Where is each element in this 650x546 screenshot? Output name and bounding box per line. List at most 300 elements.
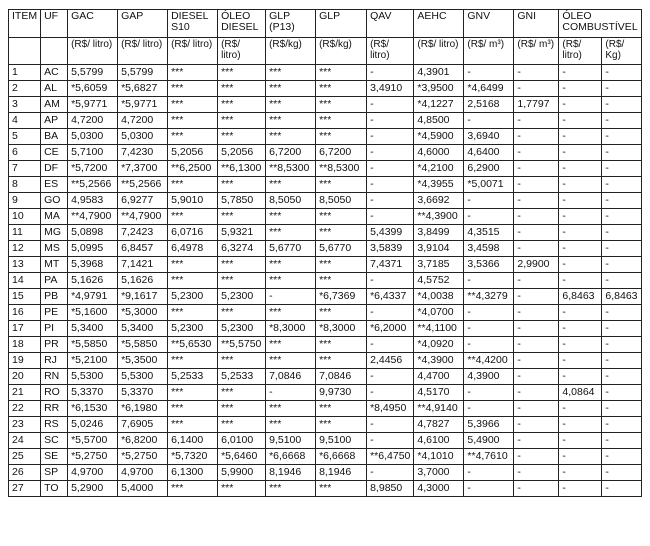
table-cell: 3,5839 [367,241,414,257]
table-cell: 7,4230 [118,145,168,161]
table-cell: **5,5750 [218,337,266,353]
table-cell: *5,1600 [68,305,118,321]
table-cell: 4,0864 [559,385,602,401]
table-cell: - [602,353,642,369]
table-cell: - [464,193,514,209]
table-cell: - [559,257,602,273]
table-cell: 3,7000 [414,465,464,481]
table-cell: *4,0700 [414,305,464,321]
table-cell: *** [168,209,218,225]
table-cell: - [464,465,514,481]
table-cell: 5,2300 [218,289,266,305]
table-cell: - [367,433,414,449]
table-cell: - [559,321,602,337]
table-cell: GO [41,193,68,209]
table-cell: 5,5799 [68,65,118,81]
table-cell: 9 [9,193,41,209]
table-cell: *5,2750 [68,449,118,465]
table-cell: **6,2500 [168,161,218,177]
table-cell: 22 [9,401,41,417]
table-cell: 5,3370 [118,385,168,401]
table-cell: - [559,481,602,497]
table-cell: *** [218,177,266,193]
table-cell: - [266,289,316,305]
table-cell: 5,4900 [464,433,514,449]
table-cell: *5,6059 [68,81,118,97]
table-cell: *4,3955 [414,177,464,193]
table-cell: *** [168,273,218,289]
table-cell: 5,5300 [118,369,168,385]
table-cell: - [514,417,559,433]
table-cell: 1 [9,65,41,81]
table-cell: 9,9730 [316,385,367,401]
table-cell: **6,4750 [367,449,414,465]
table-cell: 17 [9,321,41,337]
table-cell: **4,7610 [464,449,514,465]
table-cell: DF [41,161,68,177]
table-cell: 2,4456 [367,353,414,369]
table-cell: *** [168,481,218,497]
table-cell: - [514,385,559,401]
table-cell: CE [41,145,68,161]
table-cell: *5,6460 [218,449,266,465]
header-oleo-diesel: ÓLEO DIESEL [218,10,266,38]
table-cell: - [514,481,559,497]
table-cell: 7,1421 [118,257,168,273]
table-cell: RN [41,369,68,385]
table-cell: BA [41,129,68,145]
table-cell: *9,1617 [118,289,168,305]
table-cell: - [367,177,414,193]
table-cell: - [514,337,559,353]
units-row [9,38,642,65]
table-cell: *** [218,305,266,321]
table-cell: *** [316,401,367,417]
table-cell: MG [41,225,68,241]
table-cell: - [514,289,559,305]
table-cell: - [514,321,559,337]
table-cell: *** [168,177,218,193]
unit-cell [9,38,41,65]
table-cell: - [514,193,559,209]
table-cell: - [464,337,514,353]
table-cell: 4,7827 [414,417,464,433]
table-cell: 3,9104 [414,241,464,257]
table-cell: *** [266,273,316,289]
table-cell: *4,1010 [414,449,464,465]
table-cell: *** [218,113,266,129]
table-cell: 5,2900 [68,481,118,497]
table-cell: *** [266,225,316,241]
table-cell: - [559,145,602,161]
unit-cell: (R$/ litro) [559,38,602,65]
table-cell: 21 [9,385,41,401]
table-cell: *** [218,401,266,417]
table-cell: - [367,145,414,161]
table-cell: *** [218,257,266,273]
table-cell: 16 [9,305,41,321]
table-cell: 5,3400 [68,321,118,337]
table-cell: 6,4978 [168,241,218,257]
table-cell: *** [218,97,266,113]
table-cell: 14 [9,273,41,289]
table-cell: *6,8200 [118,433,168,449]
table-cell: 10 [9,209,41,225]
table-cell: 5,5300 [68,369,118,385]
table-cell: 5,0300 [118,129,168,145]
table-cell: *** [168,417,218,433]
table-cell: 6,3274 [218,241,266,257]
table-cell: *4,0038 [414,289,464,305]
table-cell: RJ [41,353,68,369]
table-cell: *6,4337 [367,289,414,305]
table-cell: 5 [9,129,41,145]
table-cell: - [514,449,559,465]
table-cell: *** [266,257,316,273]
table-cell: **5,6530 [168,337,218,353]
table-cell: - [266,385,316,401]
table-cell: *5,6827 [118,81,168,97]
table-cell: - [559,193,602,209]
units-row-group [9,38,642,65]
table-cell: 6,2900 [464,161,514,177]
table-row [9,433,642,449]
table-cell: *4,6499 [464,81,514,97]
table-cell: 5,0246 [68,417,118,433]
table-row [9,97,642,113]
table-cell: 5,9010 [168,193,218,209]
table-cell: 6,1300 [168,465,218,481]
table-cell: PE [41,305,68,321]
table-cell: *** [316,337,367,353]
table-cell: - [367,193,414,209]
table-cell: 3,4910 [367,81,414,97]
table-cell: 7,0846 [266,369,316,385]
table-cell: - [602,337,642,353]
table-cell: - [559,433,602,449]
table-cell: 4 [9,113,41,129]
table-cell: **4,4200 [464,353,514,369]
table-cell: 7,2423 [118,225,168,241]
table-cell: 7,4371 [367,257,414,273]
table-cell: *5,2750 [118,449,168,465]
table-cell: 5,6770 [316,241,367,257]
table-cell: 4,4700 [414,369,464,385]
table-cell: *5,7200 [68,161,118,177]
table-cell: - [367,385,414,401]
header-oleo-combustivel: ÓLEO COMBUSTÍVEL [559,10,642,38]
table-cell: **4,9140 [414,401,464,417]
table-cell: *** [266,65,316,81]
table-cell: *** [316,257,367,273]
table-cell: *** [316,305,367,321]
table-cell: - [559,209,602,225]
table-cell: 9,5100 [266,433,316,449]
table-cell: 4,7200 [68,113,118,129]
table-cell: AL [41,81,68,97]
table-cell: 4,5752 [414,273,464,289]
table-cell: 6,1400 [168,433,218,449]
table-cell: *6,1980 [118,401,168,417]
table-cell: - [367,465,414,481]
table-cell: - [602,129,642,145]
table-cell: *3,9500 [414,81,464,97]
table-cell: **4,1100 [414,321,464,337]
table-cell: - [514,353,559,369]
table-cell: **4,7900 [118,209,168,225]
table-cell: - [464,273,514,289]
table-cell: *** [218,417,266,433]
table-cell: *** [316,97,367,113]
table-cell: - [559,337,602,353]
table-cell: 5,3968 [68,257,118,273]
table-row [9,81,642,97]
table-cell: 7,6905 [118,417,168,433]
table-cell: *** [168,113,218,129]
table-cell: *6,6668 [266,449,316,465]
table-cell: *** [316,417,367,433]
table-cell: *8,3000 [316,321,367,337]
table-row [9,161,642,177]
table-cell: 27 [9,481,41,497]
table-cell: *** [316,273,367,289]
header-gap: GAP [118,10,168,38]
table-cell: 6,9277 [118,193,168,209]
table-cell: - [602,481,642,497]
unit-cell: (R$/ litro) [414,38,464,65]
table-cell: - [559,241,602,257]
table-cell: - [464,321,514,337]
table-cell: *5,3500 [118,353,168,369]
table-cell: *** [218,209,266,225]
table-cell: - [367,113,414,129]
table-cell: - [602,81,642,97]
table-cell: *** [218,81,266,97]
table-cell: - [602,417,642,433]
table-cell: 12 [9,241,41,257]
table-row [9,401,642,417]
table-row [9,177,642,193]
table-row [9,321,642,337]
unit-cell: (R$/ Kg) [602,38,642,65]
table-cell: - [602,273,642,289]
table-cell: TO [41,481,68,497]
table-cell: - [559,161,602,177]
table-cell: - [559,129,602,145]
table-cell: *** [218,273,266,289]
table-cell: - [559,305,602,321]
table-cell: 5,4000 [118,481,168,497]
table-row [9,353,642,369]
table-cell: - [367,209,414,225]
table-cell: *5,7320 [168,449,218,465]
unit-cell: (R$/ litro) [218,38,266,65]
table-cell: *** [316,129,367,145]
table-cell: *4,5900 [414,129,464,145]
table-cell: 4,3000 [414,481,464,497]
header-glp-p13: GLP (P13) [266,10,316,38]
table-cell: - [464,401,514,417]
table-cell: *5,5700 [68,433,118,449]
table-cell: 8,1946 [316,465,367,481]
table-cell: - [559,417,602,433]
table-cell: **4,3279 [464,289,514,305]
table-cell: *** [266,97,316,113]
table-cell: 5,9321 [218,225,266,241]
table-row [9,129,642,145]
table-cell: 7,0846 [316,369,367,385]
header-gac: GAC [68,10,118,38]
table-cell: *6,7369 [316,289,367,305]
table-cell: 26 [9,465,41,481]
table-cell: PA [41,273,68,289]
table-cell: *** [316,113,367,129]
header-item: ITEM [9,10,41,38]
table-cell: 8,9850 [367,481,414,497]
table-row [9,289,642,305]
header-row [9,10,642,38]
unit-cell: (R$/kg) [316,38,367,65]
table-cell: *6,6668 [316,449,367,465]
table-cell: *** [316,225,367,241]
table-cell: 5,7100 [68,145,118,161]
table-cell: 5,2056 [218,145,266,161]
table-cell: - [514,65,559,81]
table-cell: 18 [9,337,41,353]
table-cell: *** [168,257,218,273]
fuel-price-table [8,9,642,497]
unit-cell: (R$/ m³) [514,38,559,65]
table-cell: *5,5850 [118,337,168,353]
table-cell: - [367,161,414,177]
table-cell: - [559,465,602,481]
table-cell: 25 [9,449,41,465]
table-row [9,113,642,129]
table-cell: *4,3900 [414,353,464,369]
table-cell: 6,0100 [218,433,266,449]
table-cell: 5,0898 [68,225,118,241]
table-cell: 23 [9,417,41,433]
table-cell: - [514,177,559,193]
table-cell: SP [41,465,68,481]
table-cell: *** [266,401,316,417]
table-cell: *** [266,81,316,97]
table-row [9,241,642,257]
table-cell: 5,2533 [168,369,218,385]
table-row [9,145,642,161]
table-cell: SC [41,433,68,449]
unit-cell: (R$/ litro) [367,38,414,65]
table-cell: 15 [9,289,41,305]
table-cell: 24 [9,433,41,449]
table-cell: 5,3400 [118,321,168,337]
table-row [9,273,642,289]
table-cell: - [514,161,559,177]
table-cell: PB [41,289,68,305]
table-cell: 5,1626 [68,273,118,289]
table-cell: 6,8463 [602,289,642,305]
data-rows [9,65,642,497]
table-cell: - [464,113,514,129]
table-row [9,385,642,401]
table-cell: - [514,273,559,289]
table-cell: 3,5366 [464,257,514,273]
table-cell: 20 [9,369,41,385]
table-cell: MA [41,209,68,225]
table-cell: 8,5050 [316,193,367,209]
table-row [9,225,642,241]
table-cell: 6,7200 [266,145,316,161]
table-cell: *8,4950 [367,401,414,417]
table-cell: - [559,353,602,369]
table-cell: *** [168,385,218,401]
header-diesel-s10: DIESEL S10 [168,10,218,38]
table-cell: *** [266,353,316,369]
table-cell: *** [168,97,218,113]
table-cell: 4,6400 [464,145,514,161]
table-cell: 3 [9,97,41,113]
table-cell: - [559,449,602,465]
table-cell: 5,7850 [218,193,266,209]
table-row [9,209,642,225]
table-cell: - [367,417,414,433]
table-cell: *5,0071 [464,177,514,193]
header-qav: QAV [367,10,414,38]
table-cell: - [602,177,642,193]
table-cell: - [559,113,602,129]
table-cell: - [464,385,514,401]
table-cell: RR [41,401,68,417]
table-cell: 5,2300 [168,321,218,337]
table-cell: - [367,97,414,113]
table-cell: AP [41,113,68,129]
table-cell: - [464,209,514,225]
table-cell: *5,2100 [68,353,118,369]
table-cell: *6,1530 [68,401,118,417]
table-cell: 5,5799 [118,65,168,81]
table-cell: *** [266,417,316,433]
table-cell: - [464,65,514,81]
table-cell: - [602,65,642,81]
table-cell: **6,1300 [218,161,266,177]
table-cell: - [602,321,642,337]
table-cell: **5,2566 [118,177,168,193]
table-cell: *** [316,65,367,81]
table-cell: **8,5300 [316,161,367,177]
table-cell: - [514,369,559,385]
table-cell: *4,0920 [414,337,464,353]
table-cell: 4,9583 [68,193,118,209]
table-cell: *4,9791 [68,289,118,305]
unit-cell [41,38,68,65]
table-cell: 6 [9,145,41,161]
table-cell: - [464,305,514,321]
table-row [9,305,642,321]
table-cell: *** [218,385,266,401]
header-uf: UF [41,10,68,38]
table-cell: - [602,449,642,465]
table-cell: 8,1946 [266,465,316,481]
table-cell: *** [218,65,266,81]
table-cell: - [602,193,642,209]
table-cell: - [602,465,642,481]
table-row [9,449,642,465]
unit-cell: (R$/ litro) [68,38,118,65]
table-cell: 5,3966 [464,417,514,433]
table-cell: - [559,225,602,241]
table-cell: 4,3515 [464,225,514,241]
unit-cell: (R$/ litro) [118,38,168,65]
